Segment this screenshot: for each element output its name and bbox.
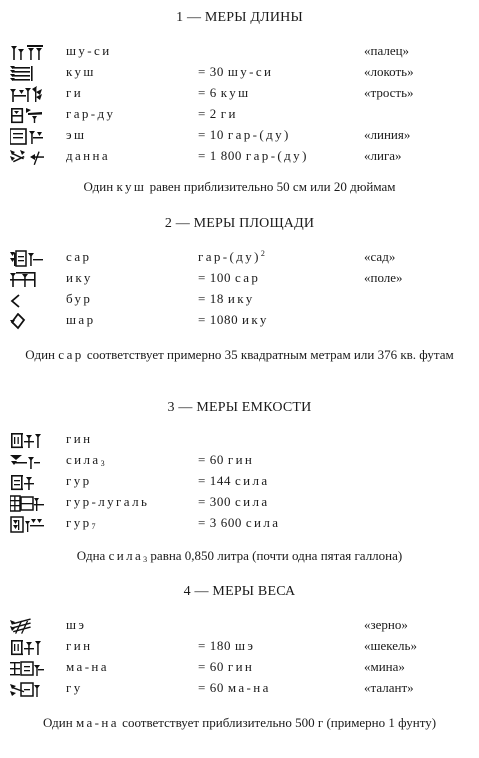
unit-name: гур (66, 473, 92, 488)
unit-value: = 60 гин (198, 659, 255, 674)
unit-value: = 30 шу-си (198, 64, 274, 79)
cuneiform-gin-icon (10, 432, 44, 449)
table-row (0, 312, 479, 332)
table-row (0, 659, 479, 679)
unit-name: данна (66, 148, 111, 163)
cuneiform-sar-icon (10, 250, 44, 267)
table-row (0, 452, 479, 472)
table-row (0, 494, 479, 514)
unit-name: сила$_3$ (66, 452, 105, 468)
cuneiform-esh-icon (10, 128, 44, 145)
unit-name: эш (66, 127, 87, 142)
cuneiform-gi-icon (10, 86, 44, 103)
cuneiform-iku-icon (10, 271, 44, 288)
cuneiform-bur-icon (10, 292, 44, 309)
unit-value: = 180 шэ (198, 638, 256, 653)
unit-meaning: «лига» (364, 148, 402, 163)
unit-meaning: «палец» (364, 43, 410, 58)
table-row (0, 249, 479, 269)
unit-meaning: «поле» (364, 270, 403, 285)
unit-meaning: «мина» (364, 659, 405, 674)
unit-meaning: «сад» (364, 249, 396, 264)
unit-name: гин (66, 638, 93, 653)
cuneiform-gu-icon (10, 681, 44, 698)
unit-meaning: «талант» (364, 680, 414, 695)
unit-name: шар (66, 312, 96, 327)
table-row (0, 680, 479, 700)
table-row (0, 85, 479, 105)
unit-name: ги (66, 85, 84, 100)
length-note: Один куш равен приблизительно 50 см или 20 дюймам (83, 179, 396, 194)
unit-value: = 60 гин (198, 452, 255, 467)
table-row (0, 127, 479, 147)
unit-meaning: «трость» (364, 85, 414, 100)
cuneiform-shusi-icon (10, 44, 44, 61)
unit-value: = 6 куш (198, 85, 251, 100)
cuneiform-she-icon (10, 618, 44, 635)
unit-value: = 144 сила (198, 473, 270, 488)
section-title-area: 2 — МЕРЫ ПЛОЩАДИ (164, 216, 315, 231)
unit-value: = 10 гар-(ду) (198, 127, 291, 142)
cuneiform-sila-icon (10, 453, 44, 470)
cuneiform-gur-lugal-icon (10, 495, 44, 512)
cuneiform-gin-weight-icon (10, 639, 44, 656)
table-row (0, 270, 479, 290)
cuneiform-mana-icon (10, 660, 44, 677)
section-title-volume: 3 — МЕРЫ ЕМКОСТИ (167, 400, 312, 415)
cuneiform-kush-icon (10, 65, 44, 82)
table-row (0, 431, 479, 451)
volume-note: Одна сила$_3$ равна 0,850 литра (почти одна пятая галлона) (76, 548, 403, 564)
unit-name: ику (66, 270, 93, 285)
table-row (0, 515, 479, 535)
table-row (0, 43, 479, 63)
unit-name: гин (66, 431, 93, 446)
unit-name: сар (66, 249, 92, 264)
cuneiform-gur7-icon (10, 516, 44, 533)
unit-meaning: «линия» (364, 127, 411, 142)
unit-name: гур$_7$ (66, 515, 96, 531)
unit-value: = 2 ги (198, 106, 238, 121)
unit-value: = 18 ику (198, 291, 255, 306)
table-row (0, 148, 479, 168)
unit-name: гар-ду (66, 106, 116, 121)
table-row (0, 638, 479, 658)
unit-value: = 100 сар (198, 270, 261, 285)
unit-value: = 60 ма-на (198, 680, 271, 695)
unit-value: = 300 сила (198, 494, 270, 509)
table-row (0, 473, 479, 493)
unit-name: шу-си (66, 43, 112, 58)
cuneiform-danna-icon (10, 149, 44, 166)
weight-note: Один ма-на соответствует приблизительно 500 г (примерно 1 фунту) (42, 715, 437, 730)
unit-name: бур (66, 291, 93, 306)
unit-meaning: «зерно» (364, 617, 408, 632)
unit-name: ма-на (66, 659, 109, 674)
unit-value: гар-(ду)$^2$ (198, 249, 265, 264)
section-title-weight: 4 — МЕРЫ ВЕСА (183, 584, 296, 599)
table-row (0, 64, 479, 84)
unit-meaning: «локоть» (364, 64, 414, 79)
area-note: Один сар соответствует примерно 35 квадратным метрам или 376 кв. футам (25, 347, 454, 362)
unit-name: куш (66, 64, 96, 79)
cuneiform-shar-icon (10, 313, 44, 330)
table-row (0, 106, 479, 126)
unit-name: гур-лугаль (66, 494, 150, 509)
unit-value: = 3 600 сила (198, 515, 281, 530)
cuneiform-gardu-icon (10, 107, 44, 124)
unit-value: = 1080 ику (198, 312, 269, 327)
cuneiform-gur-icon (10, 474, 44, 491)
table-row (0, 617, 479, 637)
unit-meaning: «шекель» (364, 638, 417, 653)
unit-value: = 1 800 гар-(ду) (198, 148, 309, 163)
unit-name: шэ (66, 617, 87, 632)
table-row (0, 291, 479, 311)
unit-name: гу (66, 680, 83, 695)
section-title-length: 1 — МЕРЫ ДЛИНЫ (176, 10, 303, 25)
